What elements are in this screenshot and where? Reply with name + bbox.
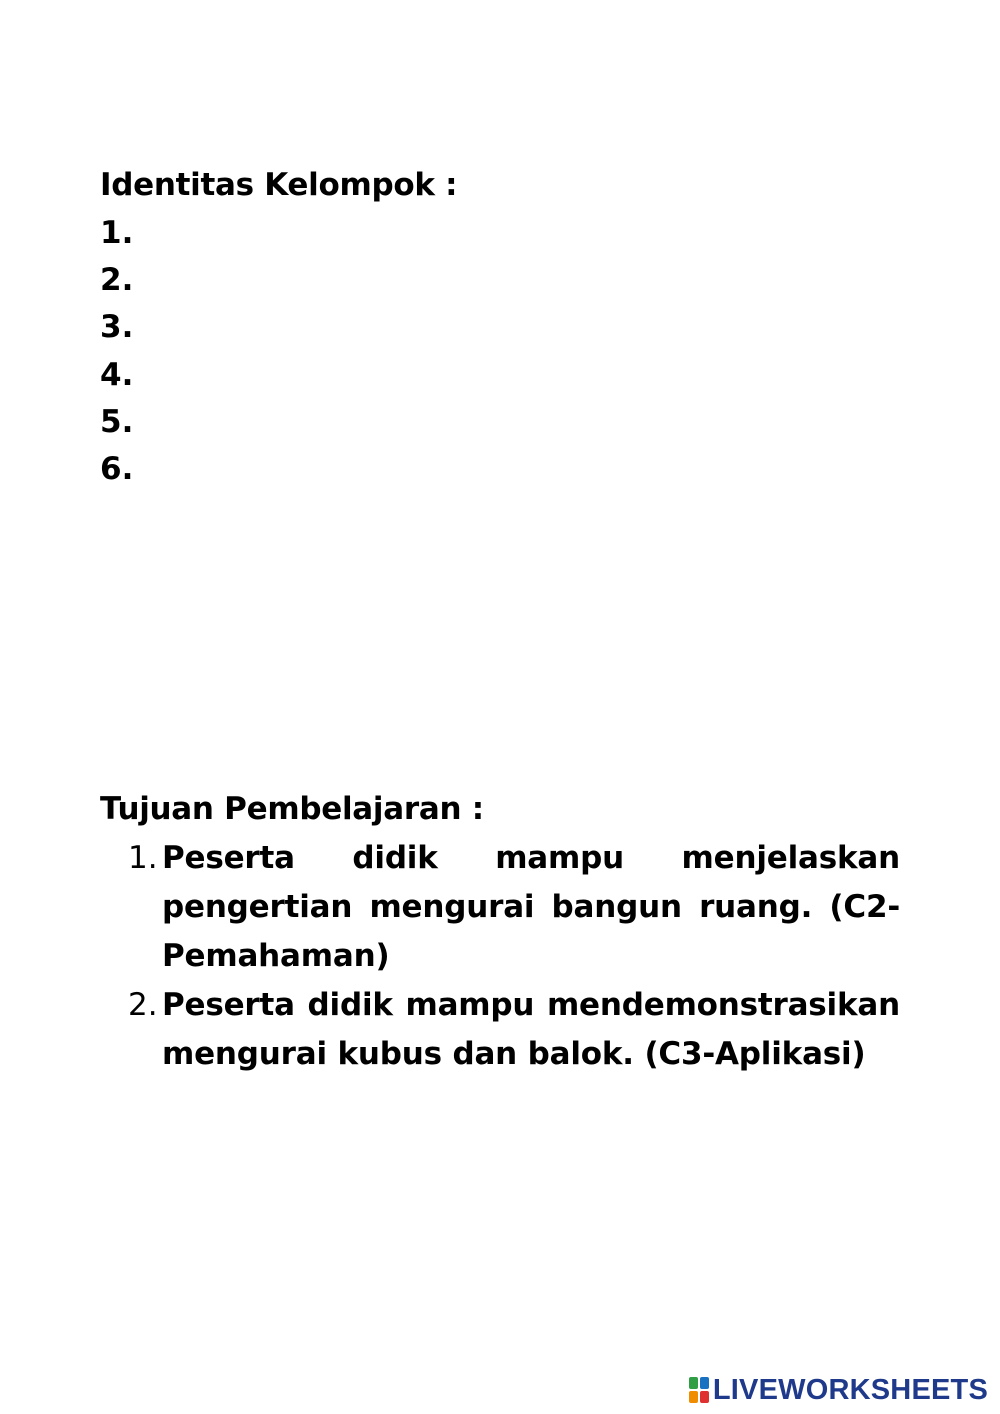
group-member-5: 5.: [100, 403, 134, 440]
liveworksheets-brand: [689, 1372, 988, 1408]
group-member-2: 2.: [100, 262, 134, 299]
learning-goals-title: Tujuan Pembelajaran :: [100, 791, 484, 827]
logo-square-orange: [689, 1391, 698, 1403]
group-member-3: 3.: [100, 309, 134, 346]
learning-goal-1: [100, 834, 900, 981]
group-member-6: 6.: [100, 450, 134, 487]
learning-goal-number: 1.: [128, 840, 158, 876]
group-member-list: [100, 210, 133, 493]
learning-goal-text: Peserta didik mampu menjelaskan pengertian mengurai bangun ruang. (C2-Pemahaman): [162, 840, 900, 974]
liveworksheets-brand-name: LIVEWORKSHEETS: [712, 1374, 988, 1406]
logo-square-green: [689, 1377, 698, 1389]
learning-goal-2: [100, 981, 900, 1079]
liveworksheets-logo-icon: [689, 1377, 709, 1403]
logo-square-red: [700, 1391, 709, 1403]
logo-square-blue: [700, 1377, 709, 1389]
group-member-1: 1.: [100, 215, 134, 251]
learning-goal-text: Peserta didik mampu mendemonstrasikan mengurai kubus dan balok. (C3-Aplikasi): [162, 987, 900, 1072]
group-identity-title: Identitas Kelompok :: [100, 167, 458, 203]
group-member-4: 4.: [100, 356, 134, 393]
learning-goals-list: [100, 834, 900, 1079]
learning-goal-number: 2.: [128, 987, 158, 1023]
